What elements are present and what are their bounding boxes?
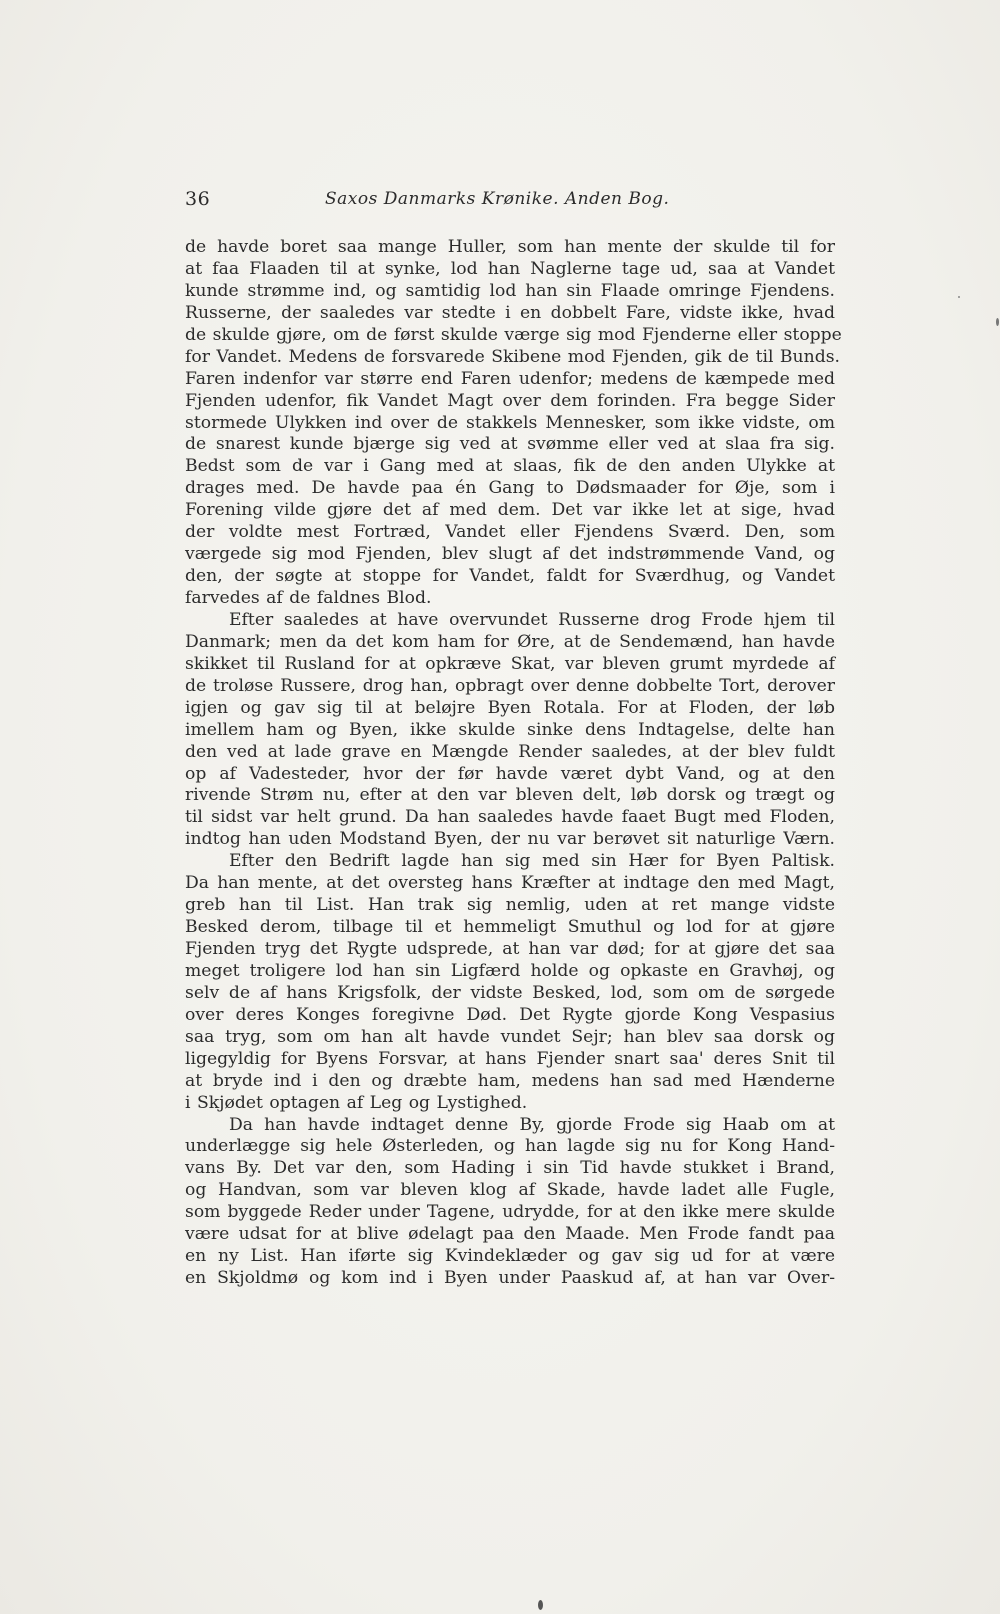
text-line: Fjenden udenfor, fik Vandet Magt over dem forinden. Fra begge Sider [185,390,835,411]
text-line: de snarest kunde bjærge sig ved at svømme eller ved at slaa fra sig. [185,434,835,455]
text-line: Da han mente, at det oversteg hans Kræfter at indtage den med Magt, [185,873,835,894]
text-line: en ny List. Han iførte sig Kvindeklæder og gav sig ud for at være [185,1246,835,1267]
text-line: at bryde ind i den og dræbte ham, medens han sad med Hænderne [185,1070,835,1091]
text-line: drages med. De havde paa én Gang to Dødsmaader for Øje, som i [185,478,835,499]
text-line: igjen og gav sig til at beløjre Byen Rotala. For at Floden, der løb [185,697,835,718]
text-line: den ved at lade grave en Mængde Render saaledes, at der blev fuldt [185,741,835,762]
page-number: 36 [185,188,211,210]
ink-speck [538,1600,543,1610]
text-line: rivende Strøm nu, efter at den var bleven delt, løb dorsk og trægt og [185,785,835,806]
page-header [185,188,835,218]
text-line: den, der søgte at stoppe for Vandet, faldt for Sværdhug, og Vandet [185,566,835,587]
text-line: skikket til Rusland for at opkræve Skat, var bleven grumt myrdede af [185,653,835,674]
text-line: meget troligere lod han sin Ligfærd holde og opkaste en Gravhøj, og [185,960,835,981]
text-line: saa tryg, som om han alt havde vundet Sejr; han blev saa dorsk og [185,1026,835,1047]
paragraph-first-line: Da han havde indtaget denne By, gjorde Frode sig Haab om at [229,1114,835,1135]
paragraph-first-line: Efter den Bedrift lagde han sig med sin Hær for Byen Paltisk. [229,851,835,872]
text-line: Bedst som de var i Gang med at slaas, fik de den anden Ulykke at [185,456,835,477]
text-line: Forening vilde gjøre det af med dem. Det var ikke let at sige, hvad [185,500,835,521]
text-line: at faa Flaaden til at synke, lod han Naglerne tage ud, saa at Vandet [185,258,835,279]
text-line: være udsat for at blive ødelagt paa den Maade. Men Frode fandt paa [185,1224,835,1245]
paragraph-last-line: i Skjødet optagen af Leg og Lystighed. [185,1092,528,1113]
text-line: og Handvan, som var bleven klog af Skade, havde ladet alle Fugle, [185,1180,835,1201]
text-line: kunde strømme ind, og samtidig lod han sin Flaade omringe Fjendens. [185,280,835,301]
text-line: over deres Konges foregivne Død. Det Rygte gjorde Kong Vespasius [185,1004,835,1025]
text-line: imellem ham og Byen, ikke skulde sinke dens Indtagelse, delte han [185,719,835,740]
body-text [185,237,842,1290]
text-line: de skulde gjøre, om de først skulde værge sig mod Fjenderne eller stoppe [185,324,842,345]
text-line: Russerne, der saaledes var stedte i en dobbelt Fare, vidste ikke, hvad [185,302,835,323]
text-line: selv de af hans Krigsfolk, der vidste Besked, lod, som om de sørgede [185,982,835,1003]
text-line: Besked derom, tilbage til et hemmeligt Smuthul og lod for at gjøre [185,917,835,938]
running-title: Saxos Danmarks Krønike. Anden Bog. [325,189,670,209]
text-line: der voldte mest Fortræd, Vandet eller Fjendens Sværd. Den, som [185,522,835,543]
paragraph-first-line: Efter saaledes at have overvundet Russerne drog Frode hjem til [229,609,835,630]
text-line: op af Vadesteder, hvor der før havde været dybt Vand, og at den [185,763,835,784]
text-line: Faren indenfor var større end Faren udenfor; medens de kæmpede med [185,368,835,389]
text-line: for Vandet. Medens de forsvarede Skibene mod Fjenden, gik de til Bunds. [185,346,840,367]
text-line: underlægge sig hele Østerleden, og han lagde sig nu for Kong Hand- [185,1136,835,1157]
ink-speck [996,318,999,326]
text-line: indtog han uden Modstand Byen, der nu var berøvet sit naturlige Værn. [185,829,835,850]
text-line: vans By. Det var den, som Hading i sin Tid havde stukket i Brand, [185,1158,835,1179]
text-line: ligegyldig for Byens Forsvar, at hans Fjender snart saa' deres Snit til [185,1048,835,1069]
text-line: greb han til List. Han trak sig nemlig, uden at ret mange vidste [185,895,835,916]
text-line: Danmark; men da det kom ham for Øre, at de Sendemænd, han havde [185,631,835,652]
ink-speck [958,296,960,298]
text-line: Fjenden tryg det Rygte udsprede, at han var død; for at gjøre det saa [185,939,835,959]
text-line: som byggede Reder under Tagene, udrydde, for at den ikke mere skulde [185,1202,835,1223]
text-line: en Skjoldmø og kom ind i Byen under Paaskud af, at han var Over- [185,1268,835,1289]
text-line: stormede Ulykken ind over de stakkels Mennesker, som ikke vidste, om [185,412,835,433]
paragraph-last-line: farvedes af de faldnes Blod. [185,588,432,608]
text-line: til sidst var helt grund. Da han saaledes havde faaet Bugt med Floden, [185,807,835,828]
text-line: de havde boret saa mange Huller, som han mente der skulde til for [185,237,835,257]
text-line: de troløse Russere, drog han, opbragt over denne dobbelte Tort, derover [185,675,835,696]
text-line: værgede sig mod Fjenden, blev slugt af det indstrømmende Vand, og [185,544,835,565]
